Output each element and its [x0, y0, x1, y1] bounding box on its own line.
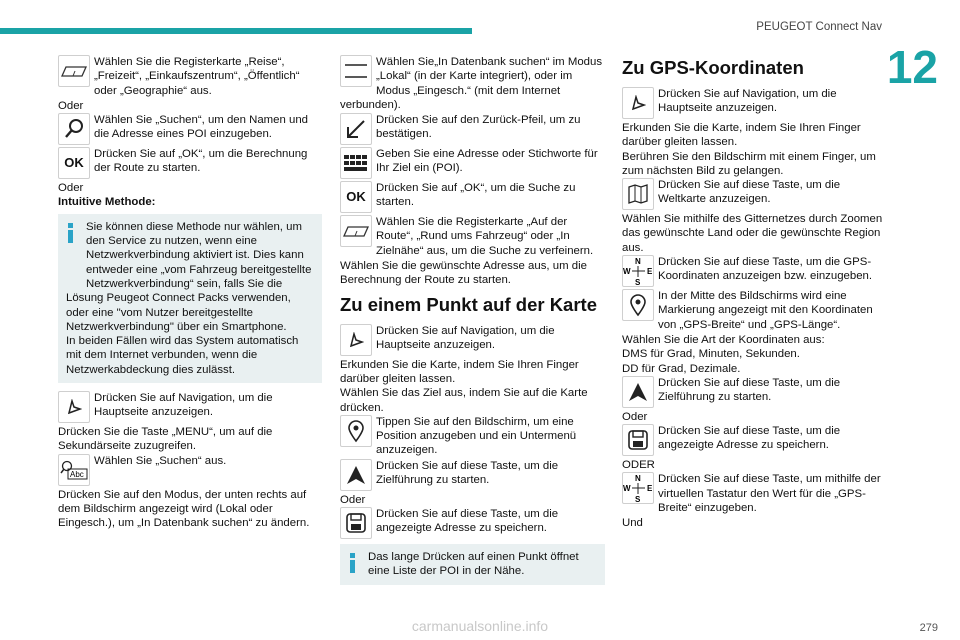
list-item: [622, 472, 888, 515]
ok-icon: OK: [340, 181, 372, 213]
navigation-icon: [58, 391, 90, 423]
instruction-text: Drücken Sie auf „OK“, um die Berechnung der Route zu starten.: [94, 148, 308, 175]
list-item: [340, 113, 605, 146]
instruction-text: Drücken Sie auf Navigation, um die Hauptseite anzuzeigen.: [376, 324, 555, 351]
navigation-icon: [340, 324, 372, 356]
database-toggle-icon: [340, 55, 372, 87]
list-item: [58, 113, 322, 146]
info-text-2: In beiden Fällen wird das System automatisch mit dem Internet verbunden, wenn die Netzwerkabdeckung dies zulässt.: [66, 335, 299, 376]
oder-text: Oder: [58, 99, 84, 112]
instruction-text: Wählen Sie die Art der Koordinaten aus:: [622, 333, 825, 346]
instruction-text: Drücken Sie auf diese Taste, um die Zielführung zu starten.: [658, 376, 841, 404]
oder-text: Oder: [58, 182, 84, 195]
subheading: Intuitive Methode:: [58, 196, 156, 209]
list-item: [622, 255, 888, 288]
list-item: [340, 215, 605, 258]
instruction-text: Wählen Sie das Ziel aus, indem Sie auf die Karte drücken.: [340, 387, 588, 414]
section-heading: Zu GPS-Koordinaten: [622, 57, 804, 78]
save-icon: [622, 424, 654, 456]
instruction-text: Drücken Sie auf diese Taste, um die GPS-Koordinaten anzuzeigen bzw. einzugeben.: [658, 256, 873, 283]
list-item: [58, 147, 322, 180]
instruction-text: Drücken Sie auf „OK“, um die Suche zu starten.: [376, 182, 576, 209]
instruction-text: Drücken Sie auf Navigation, um die Hauptseite anzuzeigen.: [658, 88, 837, 115]
svg-text:W: W: [623, 484, 631, 494]
info-box: [340, 544, 605, 585]
instruction-text: Wählen Sie die Registerkarte „Reise“, „Freizeit“, „Einkaufszentrum“, „Öffentlich“ oder „Geographie“ aus.: [94, 56, 300, 97]
instruction-text: Drücken Sie auf diese Taste, um die angezeigte Adresse zu speichern.: [658, 425, 841, 452]
accent-bar: [0, 28, 472, 34]
list-item: [340, 459, 605, 492]
abc-search-icon: [58, 454, 90, 486]
svg-text:Abc: Abc: [70, 469, 84, 479]
svg-text:N: N: [635, 474, 641, 484]
list-item: [340, 415, 605, 458]
instruction-text: DMS für Grad, Minuten, Sekunden.: [622, 348, 800, 361]
oder-text: ODER: [622, 459, 655, 472]
running-header: PEUGEOT Connect Nav: [756, 21, 882, 33]
guidance-arrow-icon: [622, 376, 654, 408]
instruction-text: Berühren Sie den Bildschirm mit einem Finger, um zum nächsten Bild zu gelangen.: [622, 150, 876, 177]
list-item: [340, 55, 605, 112]
world-map-icon: [622, 178, 654, 210]
instruction-text: Tippen Sie auf den Bildschirm, um eine Position anzugeben und ein Untermenü anzuzeigen.: [376, 415, 577, 457]
info-text: Das lange Drücken auf einen Punkt öffnet eine Liste der POI in der Nähe.: [368, 551, 579, 578]
svg-text:S: S: [635, 495, 641, 504]
keyboard-icon: [340, 147, 372, 179]
instruction-text: Drücken Sie auf Navigation, um die Hauptseite anzuzeigen.: [94, 392, 273, 419]
compass-icon: [622, 255, 654, 287]
instruction-text: Drücken Sie auf diese Taste, um mithilfe der virtuellen Tastatur den Wert für die „GPS-Breite“ einzugeben.: [658, 473, 881, 515]
info-icon: [66, 223, 74, 243]
svg-text:S: S: [635, 278, 641, 287]
instruction-text: Drücken Sie auf den Modus, der unten rechts auf dem Bildschirm angezeigt wird (Lokal oder Eingesch.), um „In Datenbank suchen“ zu ändern.: [58, 488, 310, 530]
instruction-text: In der Mitte des Bildschirms wird eine Markierung angezeigt mit den Koordinaten von „GPS-Breite“ und „GPS-Länge“.: [658, 290, 873, 331]
und-text: Und: [622, 517, 643, 530]
instruction-text: Wählen Sie „Suchen“ aus.: [94, 454, 227, 467]
map-pin-icon: [340, 415, 372, 447]
instruction-text: Drücken Sie die Taste „MENU“, um auf die Sekundärseite zuzugreifen.: [58, 426, 273, 453]
oder-text: Oder: [340, 493, 366, 506]
search-icon: [58, 113, 90, 145]
watermark: carmanualsonline.info: [411, 618, 549, 634]
tab-icon: [58, 55, 90, 87]
info-icon: [348, 553, 356, 573]
instruction-text: Drücken Sie auf diese Taste, um die Weltkarte anzuzeigen.: [658, 179, 841, 206]
instruction-text: Wählen Sie„In Datenbank suchen“ im Modus „Lokal“ (in der Karte integriert), oder im Modus „Eingesch.“ (mit dem Internet verbunden).: [340, 56, 603, 111]
info-text: Sie können diese Methode nur wählen, um den Service zu nutzen, wenn eine Netzwerkverbindung aktiviert ist. Dies kann entweder eine „vom Fahrzeug bereitgestellte Netzwerkverbindung“ sein, falls Sie die Lösung Peugeot Connect Packs verwenden, oder eine "vom Nutzer bereitgestellte Netzwerkverbindung" über ein Smartphone.: [66, 220, 312, 333]
section-heading: Zu einem Punkt auf der Karte: [340, 293, 597, 315]
list-item: [340, 181, 605, 214]
list-item: [340, 147, 605, 180]
list-item: [58, 55, 322, 98]
instruction-text: Wählen Sie die Registerkarte „Auf der Route“, „Rund ums Fahrzeug“ oder „In Zielnähe“ aus, um die Suche zu verfeinern.: [376, 216, 594, 257]
save-icon: [340, 507, 372, 539]
info-box: [58, 214, 322, 383]
instruction-text: Erkunden Sie die Karte, indem Sie Ihren Finger darüber gleiten lassen.: [622, 122, 861, 149]
svg-text:W: W: [623, 267, 631, 277]
tab-icon: [340, 215, 372, 247]
list-item: [58, 391, 322, 424]
instruction-text: Drücken Sie auf diese Taste, um die Zielführung zu starten.: [376, 459, 559, 487]
back-arrow-icon: [340, 113, 372, 145]
list-item: [340, 507, 605, 540]
list-item: [58, 454, 322, 487]
instruction-text: Wählen Sie mithilfe des Gitternetzes durch Zoomen das gewünschte Land oder die gewünschte Region aus.: [622, 213, 883, 254]
column-2: [340, 55, 605, 593]
list-item: [622, 424, 888, 457]
instruction-text: Drücken Sie auf diese Taste, um die angezeigte Adresse zu speichern.: [376, 508, 559, 535]
chapter-number: 12: [886, 41, 938, 93]
page-number: 279: [919, 622, 938, 634]
svg-text:E: E: [647, 484, 653, 494]
list-item: [622, 178, 888, 211]
instruction-text: Geben Sie eine Adresse oder Stichworte für Ihr Ziel ein (POI).: [376, 148, 598, 175]
list-item: [340, 324, 605, 357]
map-pin-icon: [622, 289, 654, 321]
column-1: [58, 55, 322, 531]
ok-icon: OK: [58, 147, 90, 179]
instruction-text: Wählen Sie die gewünschte Adresse aus, um die Berechnung der Route zu starten.: [340, 260, 587, 287]
list-item: [622, 87, 888, 120]
svg-text:E: E: [647, 267, 653, 277]
list-item: [622, 289, 888, 332]
navigation-icon: [622, 87, 654, 119]
instruction-text: Wählen Sie „Suchen“, um den Namen und die Adresse eines POI einzugeben.: [94, 114, 309, 141]
compass-icon: [622, 472, 654, 504]
instruction-text: DD für Grad, Dezimale.: [622, 362, 741, 375]
instruction-text: Drücken Sie auf den Zurück-Pfeil, um zu bestätigen.: [376, 114, 581, 141]
instruction-text: Erkunden Sie die Karte, indem Sie Ihren Finger darüber gleiten lassen.: [340, 358, 579, 385]
oder-text: Oder: [622, 410, 648, 423]
svg-text:N: N: [635, 257, 641, 267]
guidance-arrow-icon: [340, 459, 372, 491]
list-item: [622, 376, 888, 409]
column-3: [622, 55, 888, 531]
